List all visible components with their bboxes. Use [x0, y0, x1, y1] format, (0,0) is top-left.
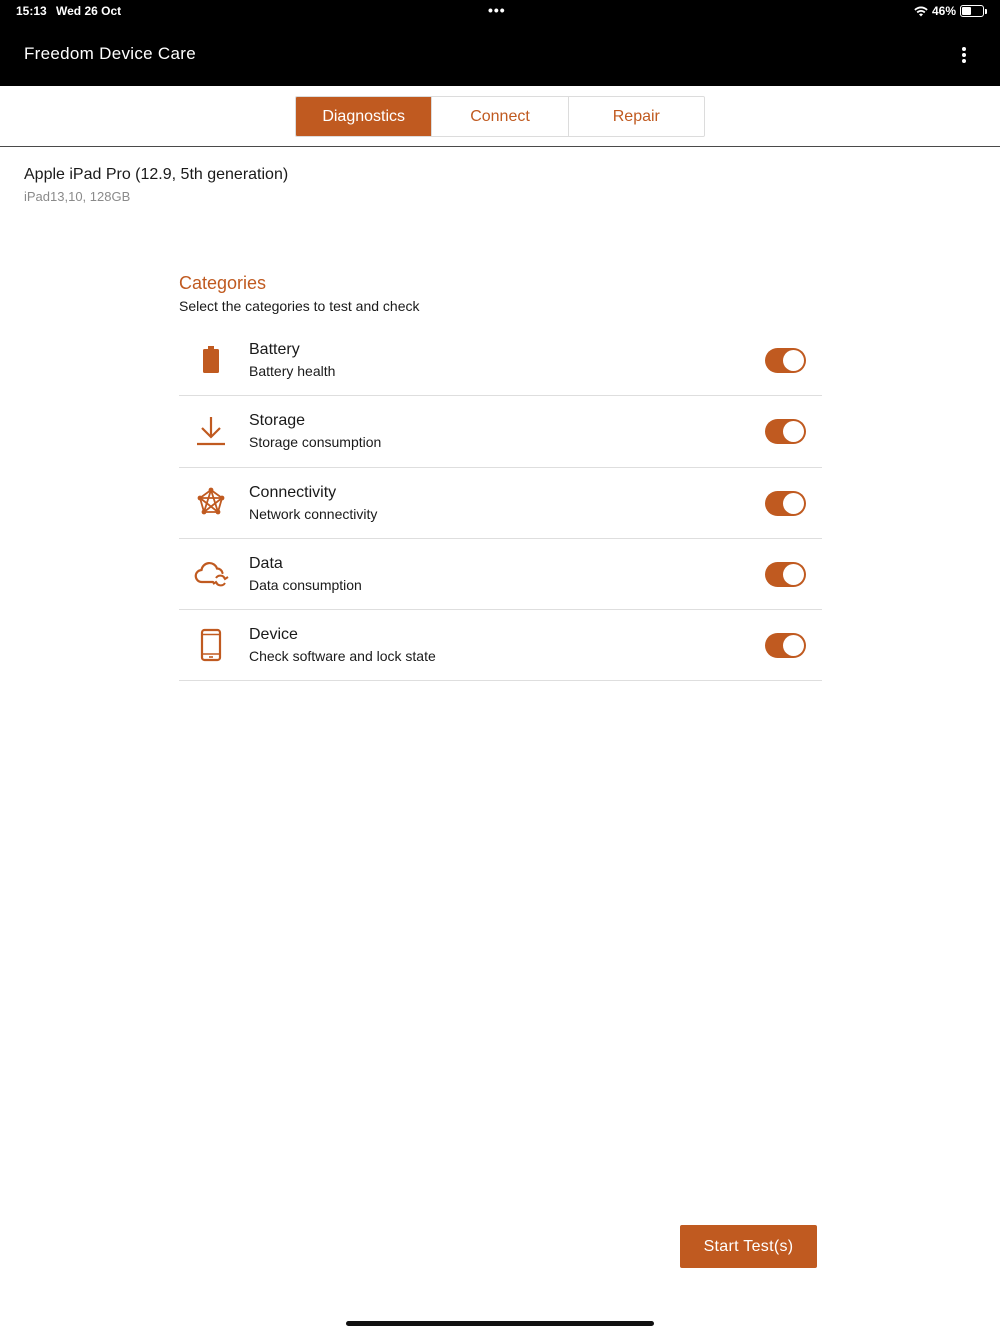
categories-subtitle: Select the categories to test and check: [179, 298, 420, 314]
tab-repair[interactable]: Repair: [568, 97, 704, 136]
status-date: Wed 26 Oct: [56, 4, 122, 18]
download-icon: [193, 413, 229, 449]
category-label: Device: [249, 626, 298, 644]
home-indicator[interactable]: [346, 1321, 654, 1326]
battery-icon: [193, 342, 229, 378]
category-label: Battery: [249, 341, 300, 358]
category-label: Storage: [249, 412, 306, 430]
category-row-data: [179, 539, 822, 610]
top-bar: [0, 0, 1000, 86]
battery-status-fill: [962, 7, 971, 15]
tab-bar: [295, 96, 705, 137]
toggle-storage[interactable]: [765, 419, 806, 444]
multitasking-dots-icon[interactable]: •••: [488, 2, 506, 18]
category-label: Data: [249, 554, 283, 572]
network-icon: [193, 485, 229, 521]
toggle-battery[interactable]: [765, 348, 806, 373]
header-divider: [0, 146, 1000, 147]
toggle-device[interactable]: [765, 633, 806, 658]
toggle-data[interactable]: [765, 562, 806, 587]
toggle-connectivity[interactable]: [765, 491, 806, 516]
category-description: Check software and lock state: [249, 648, 436, 665]
wifi-icon: [914, 6, 928, 17]
app-title: Freedom Device Care: [24, 44, 196, 63]
category-list: [179, 325, 822, 681]
category-row-battery: [179, 325, 822, 396]
device-name: Apple iPad Pro (12.9, 5th generation): [24, 166, 289, 183]
category-description: Battery health: [249, 363, 336, 379]
phone-icon: [193, 627, 229, 663]
tab-diagnostics[interactable]: Diagnostics: [296, 97, 431, 136]
categories-title: Categories: [179, 273, 267, 293]
battery-percent: 46%: [931, 4, 956, 18]
category-description: Network connectivity: [249, 505, 378, 522]
category-description: Storage consumption: [249, 434, 382, 451]
more-vertical-icon[interactable]: [956, 45, 972, 65]
status-time: 15:13: [16, 4, 47, 18]
tab-connect[interactable]: Connect: [431, 97, 567, 136]
status-right: [914, 4, 984, 18]
category-row-device: [179, 610, 822, 681]
device-meta: iPad13,10, 128GB: [24, 189, 131, 204]
category-row-storage: [179, 396, 822, 467]
start-tests-button[interactable]: Start Test(s): [680, 1225, 817, 1268]
category-row-connectivity: [179, 468, 822, 539]
battery-status-icon: [960, 5, 984, 17]
cloud-sync-icon: [193, 556, 229, 592]
category-label: Connectivity: [249, 483, 337, 501]
category-description: Data consumption: [249, 576, 362, 593]
